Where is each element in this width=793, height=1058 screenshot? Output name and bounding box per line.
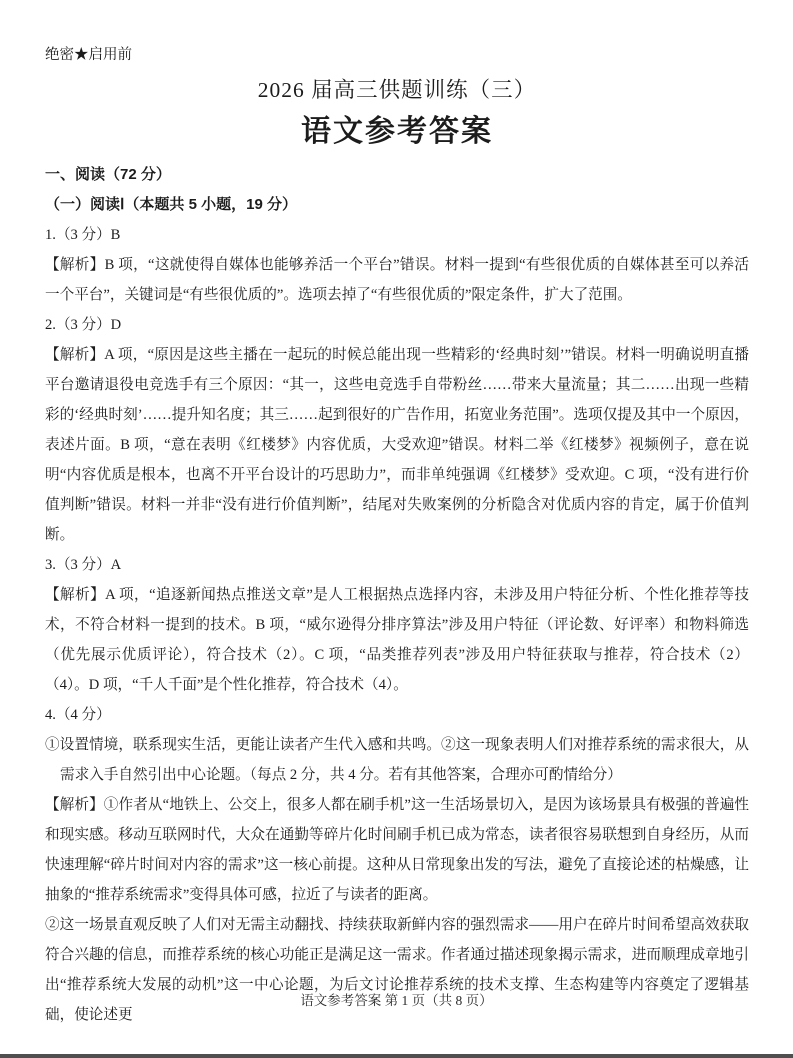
exam-title: 2026 届高三供题训练（三） xyxy=(257,78,537,102)
question-2-answer: 2.（3 分）D xyxy=(45,317,122,333)
question-3-analysis: 【解析】A 项，“追逐新闻热点推送文章”是人工根据热点选择内容，未涉及用户特征分析、个性化推荐等技术，不符合材料一提到的技术。B 项，“威尔逊得分排序算法”涉及用户特征（评论数、好评率）和物料筛选（优先展示优质评论），符合技术（2）。C 项，“品类推荐列表”涉及用户特征获取与推荐，符合技术（2）（4）。D 项，“千人千面”是个性化推荐，符合技术（4）。 xyxy=(45,587,749,693)
question-1-answer: 1.（3 分）B xyxy=(45,227,121,243)
question-2-analysis: 【解析】A 项，“原因是这些主播在一起玩的时候总能出现一些精彩的‘经典时刻’”错误。材料一明确说明直播平台邀请退役电竞选手有三个原因：“其一，这些电竞选手自带粉丝……带来大量流量；其二……出现一些精彩的‘经典时刻’……提升知名度；其三……起到很好的广告作用，拓宽业务范围”。选项仅提及其中一个原因，表述片面。B 项，“意在表明《红楼梦》内容优质，大受欢迎”错误。材料二举《红楼梦》视频例子，意在说明“内容优质是根本，也离不开平台设计的巧思助力”，而非单纯强调《红楼梦》受欢迎。C 项，“没有进行价值判断”错误。材料一并非“没有进行价值判断”，结尾对失败案例的分析隐含对优质内容的肯定，属于价值判断。 xyxy=(45,347,749,543)
question-4-answer-points: ①设置情境，联系现实生活，更能让读者产生代入感和共鸣。②这一现象表明人们对推荐系统的需求很大，从需求入手自然引出中心论题。（每点 2 分，共 4 分。若有其他答案，合理亦可酌情给分） xyxy=(45,737,749,783)
answer-key-title: 语文参考答案 xyxy=(301,115,493,148)
section-heading-reading: 一、阅读（72 分） xyxy=(45,166,171,183)
subsection-heading-reading-1: （一）阅读Ⅰ（本题共 5 小题，19 分） xyxy=(45,196,297,213)
classification-label: 绝密★启用前 xyxy=(45,47,132,63)
document-body xyxy=(45,160,749,1030)
question-1-analysis: 【解析】B 项，“这就使得自媒体也能够养活一个平台”错误。材料一提到“有些很优质的自媒体甚至可以养活一个平台”，关键词是“有些很优质的”。选项去掉了“有些很优质的”限定条件，扩大了范围。 xyxy=(45,257,749,303)
question-4-analysis-part-2: ②这一场景直观反映了人们对无需主动翻找、持续获取新鲜内容的强烈需求——用户在碎片时间希望高效获取符合兴趣的信息，而推荐系统的核心功能正是满足这一需求。作者通过描述现象揭示需求，进而顺理成章地引出“推荐系统大发展的动机”这一中心论题，为后文讨论推荐系统的技术支撑、生态构建等内容奠定了逻辑基础，使论述更 xyxy=(45,917,749,1023)
page-footer: 语文参考答案 第 1 页（共 8 页） xyxy=(300,993,493,1008)
page-bottom-edge xyxy=(0,1054,793,1058)
question-3-answer: 3.（3 分）A xyxy=(45,557,122,573)
question-4-analysis-part-1: 【解析】①作者从“地铁上、公交上，很多人都在刷手机”这一生活场景切入，是因为该场景具有极强的普遍性和现实感。移动互联网时代，大众在通勤等碎片化时间刷手机已成为常态，读者很容易联想到自身经历，从而快速理解“碎片时间对内容的需求”这一核心前提。这种从日常现象出发的写法，避免了直接论述的枯燥感，让抽象的“推荐系统需求”变得具体可感，拉近了与读者的距离。 xyxy=(45,797,749,903)
question-4-answer: 4.（4 分） xyxy=(45,707,111,723)
